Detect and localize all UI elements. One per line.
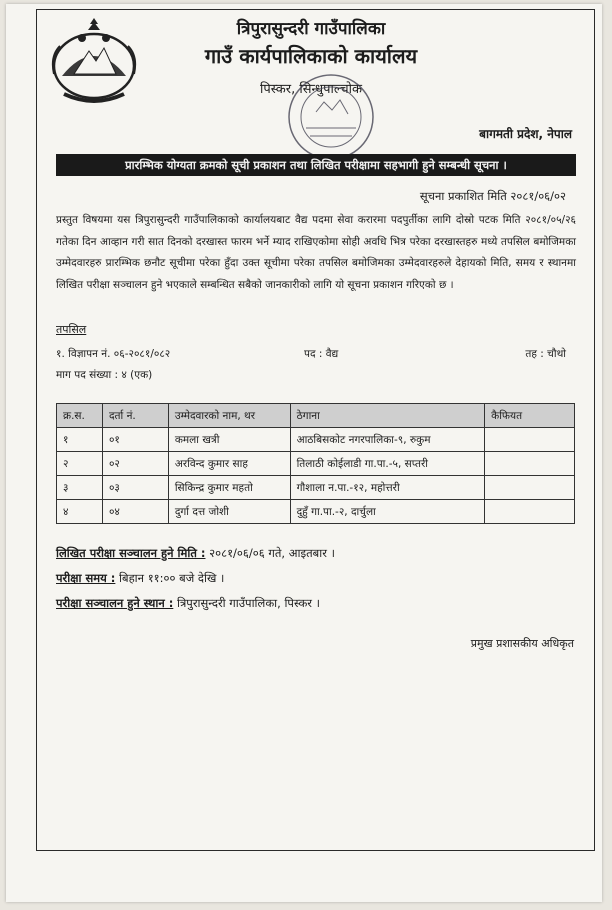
cell-remarks [485, 428, 575, 452]
cell-reg-no: ०३ [102, 476, 168, 500]
schedule-heading: तपसिल [56, 323, 87, 336]
published-date: सूचना प्रकाशित मिति २०८१/०६/०२ [419, 189, 566, 203]
table-header-row [57, 404, 575, 428]
nepal-emblem-icon [44, 16, 144, 108]
advertisement-number: १. विज्ञापन नं. ०६-२०८१/०८२ [56, 348, 171, 360]
cell-address: आठबिसकोट नगरपालिका-९, रुकुम [290, 428, 485, 452]
post-level: तह : चौथो [525, 348, 566, 360]
signatory: प्रमुख प्रशासकीय अधिकृत [470, 637, 574, 650]
cell-remarks [485, 476, 575, 500]
exam-date-line [56, 546, 335, 561]
cell-remarks [485, 500, 575, 524]
notice-page [6, 4, 602, 902]
cell-address: तिलाठी कोईलाडी गा.पा.-५, सप्तरी [290, 452, 485, 476]
cell-serial: १ [57, 428, 103, 452]
cell-remarks [485, 452, 575, 476]
exam-time-value: बिहान ११:०० बजे देखि । [119, 571, 225, 585]
exam-place-label: परीक्षा सञ्चालन हुने स्थान : [56, 596, 174, 610]
table-row [57, 452, 575, 476]
notice-body: प्रस्तुत विषयमा यस त्रिपुरासुन्दरी गाउँपालिकाको कार्यालयबाट वैद्य पदमा सेवा करारमा पदपुर्तीका लागि दोस्रो पटक मिति २०८१/०५/२६ गतेका दिन आव्हान गरी सात दिनको दरखास्त फारम भर्ने म्याद राखिएकोमा सोही अवधि भित्र परेका दरखास्तहरु मध्ये तपसिल बमोजिमका उम्मेदवारहरु प्रारम्भिक छनौट सूचीमा परेका हुँदा उक्त सूचीमा परेका तपसिल बमोजिमका उम्मेदवारहरुले देहायको मिति, समय र स्थानमा लिखित परीक्षा सञ्चालन हुने भएकाले सम्बन्धित सबैको जानकारीको लागि यो सूचना प्रकाशन गरिएको छ । [56, 214, 576, 291]
post-name: पद : वैद्य [304, 348, 339, 360]
col-serial: क्र.स. [57, 404, 103, 428]
municipality-name: त्रिपुरासुन्दरी गाउँपालिका [236, 19, 386, 39]
candidate-table [56, 403, 575, 524]
table-row [57, 476, 575, 500]
col-address: ठेगाना [290, 404, 485, 428]
table-row [57, 500, 575, 524]
notice-title: प्रारम्भिक योग्यता क्रमको सूची प्रकाशन तथा लिखित परीक्षामा सहभागी हुने सम्बन्धी सूचना । [56, 154, 576, 176]
demand-count: माग पद संख्या : ४ (एक) [56, 369, 153, 381]
cell-name: दुर्गा दत्त जोशी [168, 500, 290, 524]
cell-name: अरविन्द कुमार साह [168, 452, 290, 476]
exam-place-line [56, 596, 320, 611]
cell-reg-no: ०१ [102, 428, 168, 452]
exam-place-value: त्रिपुरासुन्दरी गाउँपालिका, पिस्कर । [176, 596, 320, 610]
col-name: उम्मेदवारको नाम, थर [168, 404, 290, 428]
office-name: गाउँ कार्यपालिकाको कार्यालय [204, 44, 418, 68]
cell-address: दुहुँ गा.पा.-२, दार्चुला [290, 500, 485, 524]
exam-time-line [56, 571, 224, 586]
exam-date-value: २०८१/०६/०६ गते, आइतबार । [209, 546, 335, 560]
cell-name: सिकिन्द्र कुमार महतो [168, 476, 290, 500]
office-stamp-icon [276, 62, 386, 162]
cell-reg-no: ०२ [102, 452, 168, 476]
cell-serial: ३ [57, 476, 103, 500]
province-name: बागमती प्रदेश, नेपाल [479, 127, 572, 141]
table-row [57, 428, 575, 452]
exam-time-label: परीक्षा समय : [56, 571, 116, 585]
cell-name: कमला खत्री [168, 428, 290, 452]
cell-reg-no: ०४ [102, 500, 168, 524]
cell-address: गौशाला न.पा.-१२, महोत्तरी [290, 476, 485, 500]
cell-serial: ४ [57, 500, 103, 524]
col-reg-no: दर्ता नं. [102, 404, 168, 428]
cell-serial: २ [57, 452, 103, 476]
exam-date-label: लिखित परीक्षा सञ्चालन हुने मिति : [56, 546, 206, 560]
col-remarks: कैफियत [485, 404, 575, 428]
office-location: पिस्कर, सिन्धुपाल्चोक [260, 82, 362, 97]
